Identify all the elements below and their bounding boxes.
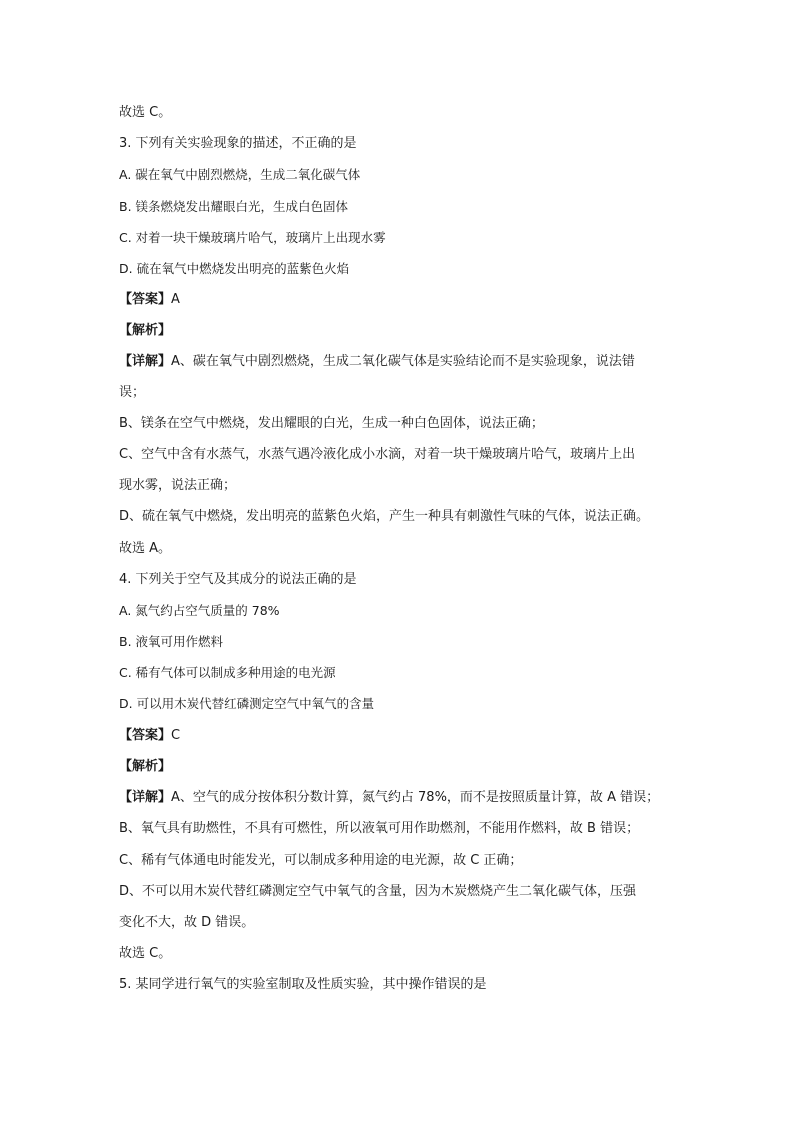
q4-conclusion: 故选 C。: [119, 946, 172, 961]
q3-analysis-heading: 【解析】: [119, 323, 172, 338]
q4-answer: 【答案】C: [119, 728, 181, 743]
question-5: 5. 某同学进行氧气的实验室制取及性质实验，其中操作错误的是: [119, 977, 487, 992]
q3-option-d: D. 硫在氧气中燃烧发出明亮的蓝紫色火焰: [119, 261, 350, 276]
q4-detail-a: 【详解】A、空气的成分按体积分数计算，氮气约占 78%，而不是按照质量计算，故 A 错误；: [119, 790, 660, 805]
answer-value: A: [171, 292, 180, 307]
q4-option-a: A. 氮气约占空气质量的 78%: [119, 603, 280, 618]
q4-detail-d: D、不可以用木炭代替红磷测定空气中氧气的含量，因为木炭燃烧产生二氧化碳气体，压强: [119, 884, 637, 899]
q4-option-b: B. 液氧可用作燃料: [119, 634, 224, 649]
q3-detail-c: C、空气中含有水蒸气，水蒸气遇冷液化成小水滴，对着一块干燥玻璃片哈气，玻璃片上出: [119, 447, 636, 462]
q3-detail-a: 【详解】A、碳在氧气中剧烈燃烧，生成二氧化碳气体是实验结论而不是实验现象，说法错: [119, 354, 635, 369]
question-4: 4. 下列关于空气及其成分的说法正确的是: [119, 572, 357, 587]
q3-detail-c-cont: 现水雾，说法正确；: [119, 478, 237, 493]
q4-detail-b: B、氧气具有助燃性，不具有可燃性，所以液氧可用作助燃剂，不能用作燃料，故 B 错误；: [119, 821, 640, 836]
q4-detail-d-cont: 变化不大，故 D 错误。: [119, 915, 255, 930]
detail-tag: 【详解】: [119, 354, 172, 369]
answer-tag: 【答案】: [119, 292, 172, 307]
conclusion-line: 故选 C。: [119, 105, 172, 120]
question-3: 3. 下列有关实验现象的描述，不正确的是: [119, 136, 357, 151]
q3-detail-a-cont: 误；: [119, 385, 146, 400]
q4-option-c: C. 稀有气体可以制成多种用途的电光源: [119, 665, 336, 680]
q4-analysis-heading: 【解析】: [119, 759, 172, 774]
q3-answer: [119, 291, 180, 309]
q3-option-a: A. 碳在氧气中剧烈燃烧，生成二氧化碳气体: [119, 167, 361, 182]
q3-conclusion: 故选 A。: [119, 541, 172, 556]
q3-option-c: C. 对着一块干燥玻璃片哈气，玻璃片上出现水雾: [119, 230, 386, 245]
q3-option-b: B. 镁条燃烧发出耀眼白光，生成白色固体: [119, 199, 349, 214]
q4-detail-c: C、稀有气体通电时能发光，可以制成多种用途的电光源，故 C 正确；: [119, 853, 523, 868]
q3-detail-b: B、镁条在空气中燃烧，发出耀眼的白光，生成一种白色固体，说法正确；: [119, 416, 544, 431]
q3-detail-d: D、硫在氧气中燃烧，发出明亮的蓝紫色火焰，产生一种具有刺激性气味的气体，说法正确。: [119, 509, 650, 524]
q4-option-d: D. 可以用木炭代替红磷测定空气中氧气的含量: [119, 696, 375, 711]
